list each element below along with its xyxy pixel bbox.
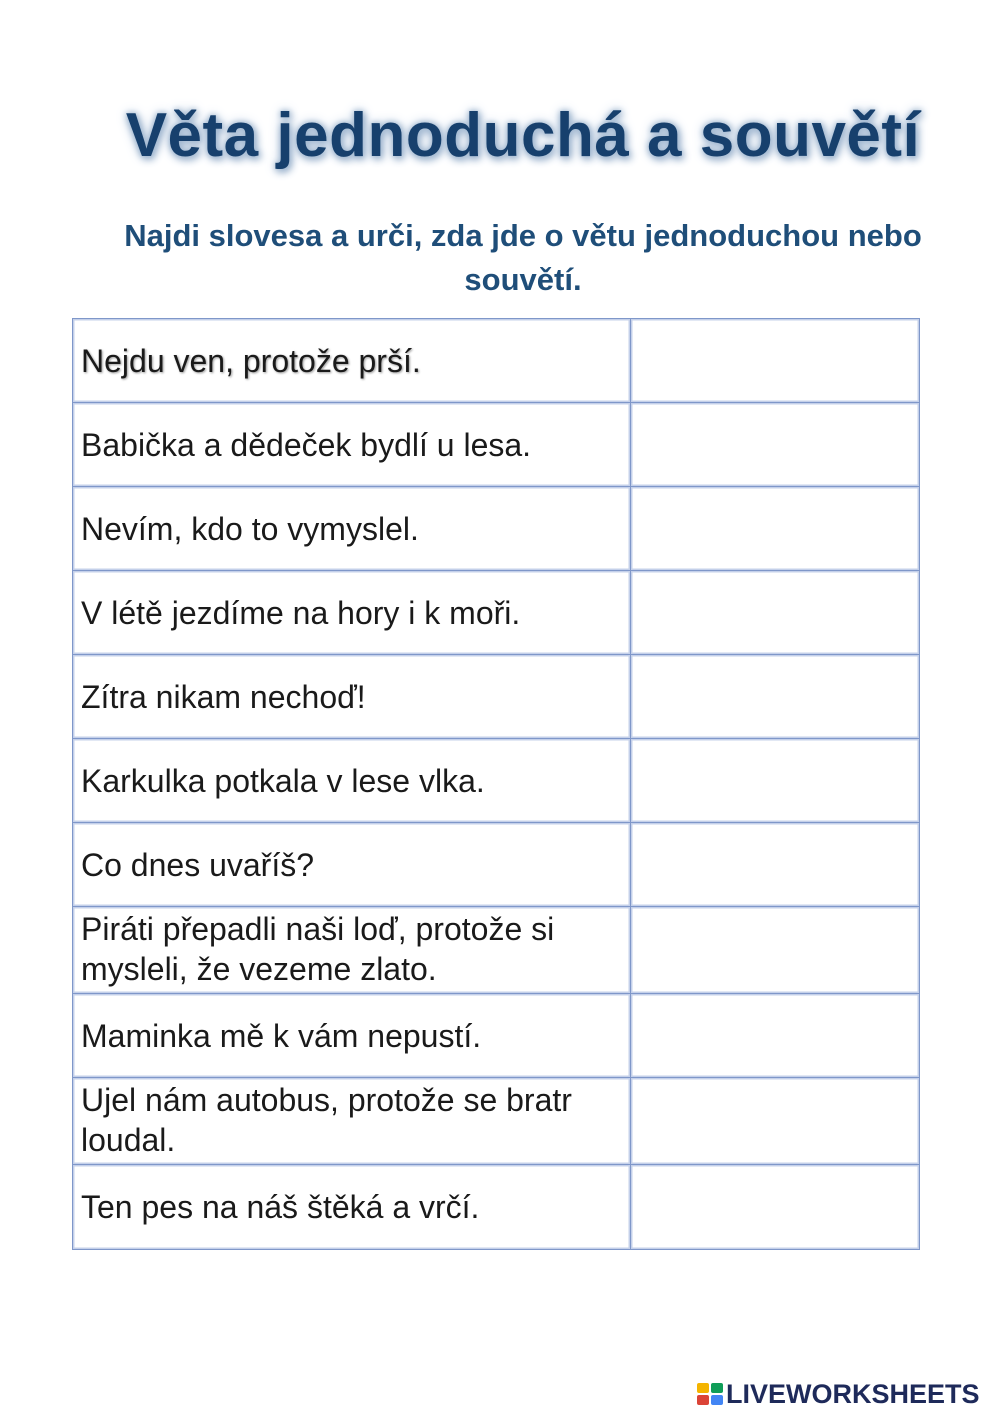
table-row [73,319,919,403]
sentence-cell: Ten pes na náš štěká a vrčí. [73,1165,631,1249]
answer-cell[interactable] [631,571,919,654]
brand-name: LIVEWORKSHEETS [726,1378,980,1409]
table-row [73,994,919,1078]
sentence-cell: Ujel nám autobus, protože se bratr loudal. [73,1078,631,1164]
sentence-cell: Nejdu ven, protože prší. [73,319,631,402]
sentence-cell: Co dnes uvaříš? [73,823,631,906]
table-row [73,907,919,994]
table-row [73,1078,919,1165]
answer-cell[interactable] [631,403,919,486]
sentence-cell: V létě jezdíme na hory i k moři. [73,571,631,654]
table-row [73,823,919,907]
sentence-cell: Zítra nikam nechoď! [73,655,631,738]
sentence-cell: Nevím, kdo to vymyslel. [73,487,631,570]
sentence-cell: Babička a dědeček bydlí u lesa. [73,403,631,486]
table-row [73,403,919,487]
answer-cell[interactable] [631,994,919,1077]
footer-logo [697,1378,980,1410]
sentence-cell: Maminka mě k vám nepustí. [73,994,631,1077]
table-row [73,571,919,655]
liveworksheets-logo-icon [697,1383,723,1405]
answer-cell[interactable] [631,739,919,822]
exercise-table [72,318,920,1250]
answer-cell[interactable] [631,1165,919,1249]
table-row [73,739,919,823]
answer-cell[interactable] [631,655,919,738]
sentence-cell: Piráti přepadli naši loď, protože si mysleli, že vezeme zlato. [73,907,631,993]
answer-cell[interactable] [631,907,919,993]
table-row [73,655,919,739]
logo-square [697,1383,709,1393]
answer-cell[interactable] [631,319,919,402]
answer-cell[interactable] [631,487,919,570]
answer-cell[interactable] [631,1078,919,1164]
logo-square [697,1395,709,1405]
worksheet-title: Věta jednoduchá a souvětí [125,101,921,170]
logo-square [711,1383,723,1393]
worksheet-instruction: Najdi slovesa a urči, zda jde o větu jednoduchou nebo souvětí. [124,218,922,297]
table-row [73,1165,919,1249]
table-row [73,487,919,571]
answer-cell[interactable] [631,823,919,906]
logo-square [711,1395,723,1405]
sentence-cell: Karkulka potkala v lese vlka. [73,739,631,822]
